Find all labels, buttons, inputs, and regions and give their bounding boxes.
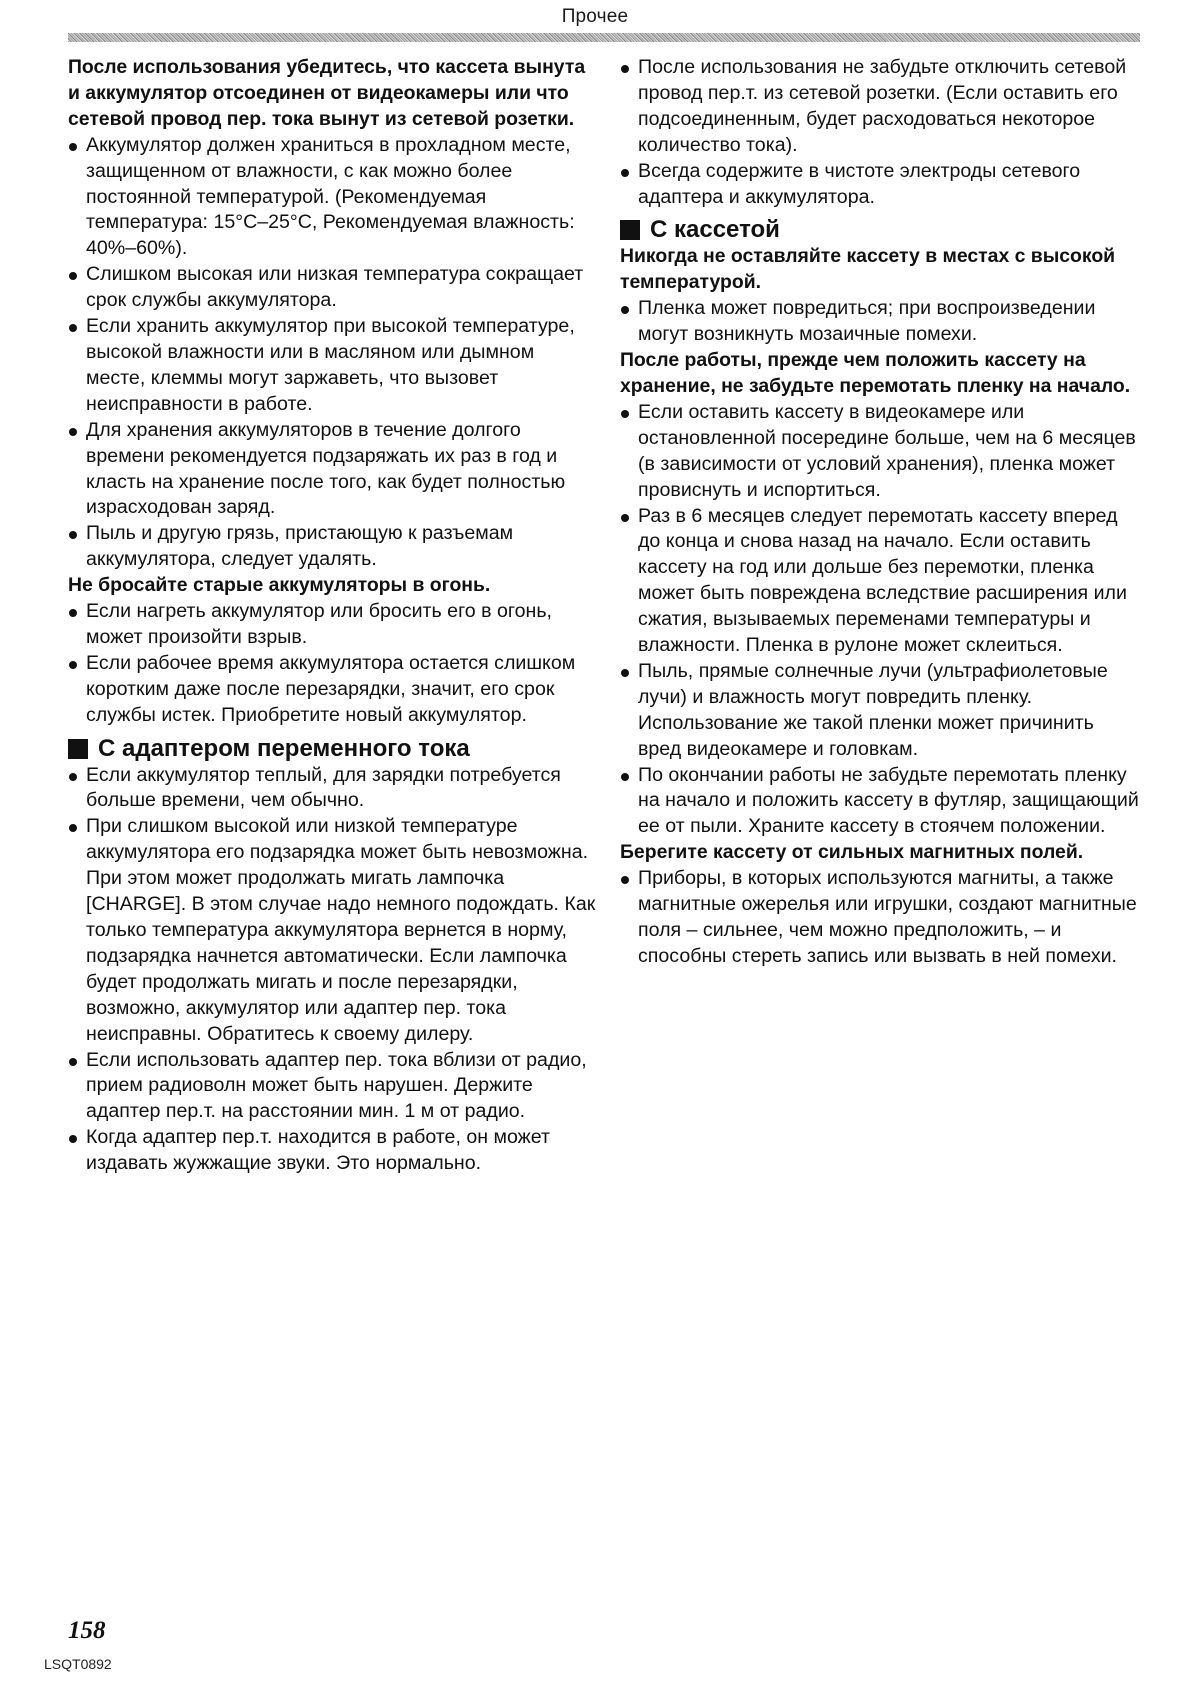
list-item: Если хранить аккумулятор при высокой температуре, высокой влажности или в масляном или дымном месте, клеммы могут заржаветь, что вызовет неисправности в работе. [68, 314, 598, 418]
bullet-icon [621, 514, 629, 522]
list-item: Если оставить кассету в видеокамере или остановленной посередине больше, чем на 6 месяцев (в зависимости от условий хранения), пленка может провиснуть и испортиться. [620, 400, 1140, 504]
bullet-icon [69, 824, 77, 832]
section-title: Прочее [561, 6, 629, 27]
bullet-icon [69, 773, 77, 781]
list-item: Когда адаптер пер.т. находится в работе, он может издавать жужжащие звуки. Это нормально. [68, 1125, 598, 1177]
bullet-icon [69, 609, 77, 617]
bullet-icon [69, 1058, 77, 1066]
bullet-icon [69, 272, 77, 280]
bullet-icon [69, 143, 77, 151]
section-square-icon [620, 220, 640, 240]
document-code: LSQT0892 [44, 1656, 112, 1672]
bullet-icon [621, 169, 629, 177]
bullet-icon [621, 876, 629, 884]
bullet-icon [69, 324, 77, 332]
heat-warning-bold: Никогда не оставляйте кассету в местах с высокой температурой. [620, 245, 1116, 294]
header-divider-bar [68, 33, 1140, 42]
storage-warning-bold: После использования убедитесь, что кассета вынута и аккумулятор отсоединен от видеокамеры или что сетевой провод пер. тока вынут из сетевой розетки. [68, 56, 586, 130]
list-item: Пыль, прямые солнечные лучи (ультрафиолетовые лучи) и влажность могут повредить пленку. Использование же такой пленки может причинить вред видеокамере и головкам. [620, 659, 1140, 763]
bullet-icon [621, 410, 629, 418]
section-square-icon [68, 739, 88, 759]
rewind-warning-bold: После работы, прежде чем положить кассету на хранение, не забудьте перемотать пленку на начало. [620, 349, 1131, 397]
fire-warning-list [68, 599, 598, 729]
page-number: 158 [68, 1617, 106, 1644]
heat-warning-list [620, 296, 1140, 348]
fire-warning-bold: Не бросайте старые аккумуляторы в огонь. [68, 574, 491, 597]
cassette-heading: С кассетой [620, 216, 1140, 244]
ac-adapter-heading: С адаптером переменного тока [68, 735, 598, 763]
list-item: Если использовать адаптер пер. тока вблизи от радио, прием радиоволн может быть нарушен. Держите адаптер пер.т. на расстоянии мин. 1 м от радио. [68, 1048, 598, 1126]
list-item: Аккумулятор должен храниться в прохладном месте, защищенном от влажности, с как можно более постоянной температурой. (Рекомендуемая температура: 15°C–25°C, Рекомендуемая влажность: 40%–60%). [68, 133, 598, 263]
bullet-icon [621, 306, 629, 314]
list-item: Если рабочее время аккумулятора остается слишком коротким даже после перезарядки, значит, его срок службы истек. Приобретите новый аккумулятор. [68, 651, 598, 729]
list-item: Если нагреть аккумулятор или бросить его в огонь, может произойти взрыв. [68, 599, 598, 651]
list-item: При слишком высокой или низкой температуре аккумулятора его подзарядка может быть невозможна. При этом может продолжать мигать лампочка [CHARGE]. В этом случае надо немного подождать. Как только температура аккумулятора вернется в норму, подзарядка начнется автоматически. Если лампочка будет продолжать мигать и после перезарядки, возможно, аккумулятор или адаптер пер. тока неисправны. Обратитесь к своему дилеру. [68, 814, 598, 1047]
list-item: Пленка может повредиться; при воспроизведении могут возникнуть мозаичные помехи. [620, 296, 1140, 348]
left-column [68, 55, 598, 1177]
magnetic-warning-bold: Берегите кассету от сильных магнитных полей. [620, 841, 1084, 864]
bullet-icon [621, 773, 629, 781]
ac-adapter-list [68, 763, 598, 1178]
battery-storage-list [68, 133, 598, 573]
bullet-icon [69, 531, 77, 539]
bullet-icon [621, 669, 629, 677]
list-item: Раз в 6 месяцев следует перемотать кассету вперед до конца и снова назад на начало. Если оставить кассету на год или дольше без перемотки, пленка может быть повреждена вследствие расширения или сжатия, вызываемых переменами температуры и влажности. Пленка в рулоне может склеиться. [620, 504, 1140, 659]
magnetic-list [620, 866, 1140, 970]
list-item: Пыль и другую грязь, пристающую к разъемам аккумулятора, следует удалять. [68, 521, 598, 573]
list-item: По окончании работы не забудьте перемотать пленку на начало и положить кассету в футляр, защищающий ее от пыли. Храните кассету в стоячем положении. [620, 763, 1140, 841]
bullet-icon [69, 428, 77, 436]
bullet-icon [621, 65, 629, 73]
list-item: Если аккумулятор теплый, для зарядки потребуется больше времени, чем обычно. [68, 763, 598, 815]
rewind-list [620, 400, 1140, 840]
list-item: Всегда содержите в чистоте электроды сетевого адаптера и аккумулятора. [620, 159, 1140, 211]
list-item: Приборы, в которых используются магниты, а также магнитные ожерелья или игрушки, создают магнитные поля – сильнее, чем можно предположить, – и способны стереть запись или вызвать в ней помехи. [620, 866, 1140, 970]
bullet-icon [69, 1135, 77, 1143]
ac-adapter-continued-list [620, 55, 1140, 210]
list-item: После использования не забудьте отключить сетевой провод пер.т. из сетевой розетки. (Если оставить его подсоединенным, будет расходоваться некоторое количество тока). [620, 55, 1140, 159]
right-column [620, 55, 1140, 970]
list-item: Для хранения аккумуляторов в течение долгого времени рекомендуется подзаряжать их раз в год и класть на хранение после того, как будет полностью израсходован заряд. [68, 418, 598, 522]
list-item: Слишком высокая или низкая температура сокращает срок службы аккумулятора. [68, 262, 598, 314]
bullet-icon [69, 661, 77, 669]
